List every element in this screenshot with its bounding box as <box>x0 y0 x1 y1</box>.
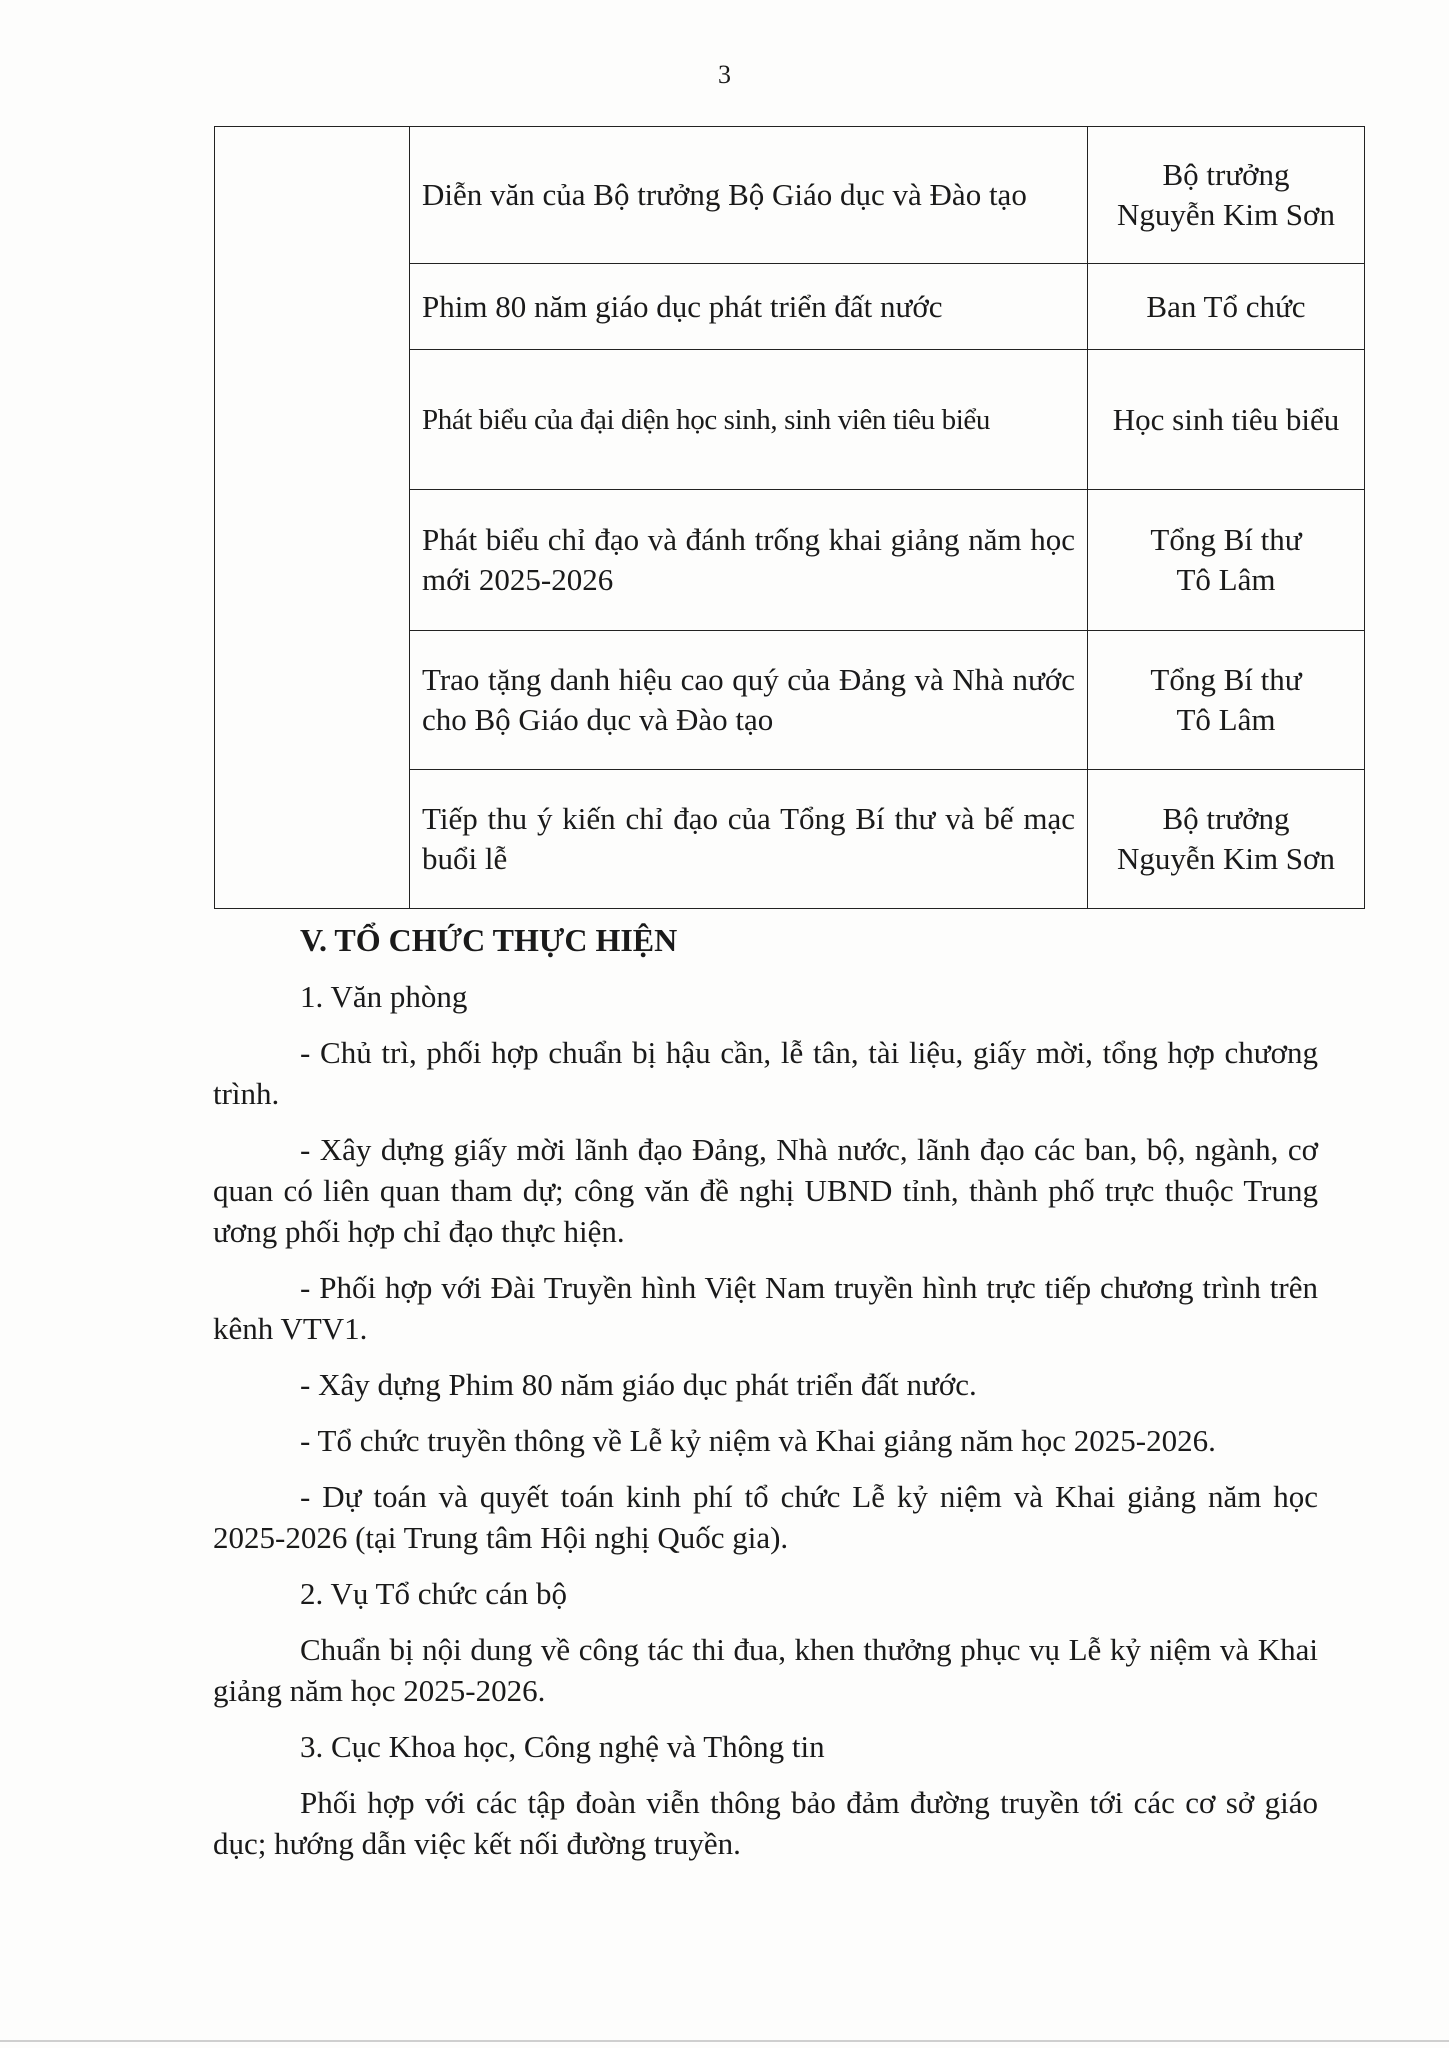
scan-bottom-edge <box>0 2040 1449 2042</box>
presenter-title: Học sinh tiêu biểu <box>1112 401 1340 437</box>
presenter-title: Ban Tổ chức <box>1146 288 1306 324</box>
presenter-cell <box>1088 631 1365 770</box>
presenter-title: Bộ trưởng <box>1162 157 1290 192</box>
paragraph: Phối hợp với các tập đoàn viễn thông bảo đảm đường truyền tới các cơ sở giáo dục; hướng dẫn việc kết nối đường truyền. <box>213 1785 1318 1861</box>
subsection-heading: 1. Văn phòng <box>300 979 468 1014</box>
presenter-title: Tổng Bí thư <box>1150 522 1302 557</box>
section-heading: V. TỔ CHỨC THỰC HIỆN <box>300 922 678 958</box>
activity-cell: Trao tặng danh hiệu cao quý của Đảng và Nhà nước cho Bộ Giáo dục và Đào tạo <box>410 631 1088 770</box>
presenter-cell <box>1088 490 1365 631</box>
presenter-cell <box>1088 127 1365 264</box>
presenter-title: Bộ trưởng <box>1162 801 1290 836</box>
presenter-name: Nguyễn Kim Sơn <box>1117 197 1335 232</box>
paragraph: Chuẩn bị nội dung về công tác thi đua, khen thưởng phục vụ Lễ kỷ niệm và Khai giảng năm học 2025-2026. <box>213 1632 1318 1708</box>
presenter-cell <box>1088 350 1365 490</box>
subsection-heading: 2. Vụ Tổ chức cán bộ <box>300 1576 568 1611</box>
activity-cell: Tiếp thu ý kiến chỉ đạo của Tổng Bí thư và bế mạc buổi lễ <box>410 770 1088 909</box>
presenter-name: Tô Lâm <box>1176 702 1276 737</box>
presenter-name: Tô Lâm <box>1176 562 1276 597</box>
page-number: 3 <box>718 60 731 89</box>
activity-cell: Diễn văn của Bộ trưởng Bộ Giáo dục và Đào tạo <box>410 127 1088 264</box>
paragraph: - Phối hợp với Đài Truyền hình Việt Nam truyền hình trực tiếp chương trình trên kênh VTV1. <box>213 1270 1318 1346</box>
program-table <box>214 126 1365 909</box>
table-row <box>215 127 1365 264</box>
activity-cell: Phim 80 năm giáo dục phát triển đất nước <box>410 264 1088 350</box>
paragraph: - Dự toán và quyết toán kinh phí tổ chức Lễ kỷ niệm và Khai giảng năm học 2025-2026 (tại Trung tâm Hội nghị Quốc gia). <box>213 1479 1318 1555</box>
presenter-name: Nguyễn Kim Sơn <box>1117 841 1335 876</box>
paragraph: - Tổ chức truyền thông về Lễ kỷ niệm và Khai giảng năm học 2025-2026. <box>300 1423 1216 1458</box>
presenter-cell <box>1088 770 1365 909</box>
subsection-heading: 3. Cục Khoa học, Công nghệ và Thông tin <box>300 1729 825 1764</box>
paragraph: - Chủ trì, phối hợp chuẩn bị hậu cần, lễ tân, tài liệu, giấy mời, tổng hợp chương trình. <box>213 1035 1318 1111</box>
presenter-cell <box>1088 264 1365 350</box>
time-cell-empty <box>215 127 410 909</box>
activity-cell: Phát biểu chỉ đạo và đánh trống khai giảng năm học mới 2025-2026 <box>410 490 1088 631</box>
presenter-title: Tổng Bí thư <box>1150 662 1302 697</box>
paragraph: - Xây dựng Phim 80 năm giáo dục phát triển đất nước. <box>300 1367 977 1402</box>
paragraph: - Xây dựng giấy mời lãnh đạo Đảng, Nhà nước, lãnh đạo các ban, bộ, ngành, cơ quan có liên quan tham dự; công văn đề nghị UBND tỉnh, thành phố trực thuộc Trung ương phối hợp chỉ đạo thực hiện. <box>213 1132 1318 1249</box>
activity-cell: Phát biểu của đại diện học sinh, sinh viên tiêu biểu <box>410 350 1088 490</box>
section-body <box>213 920 1318 1879</box>
